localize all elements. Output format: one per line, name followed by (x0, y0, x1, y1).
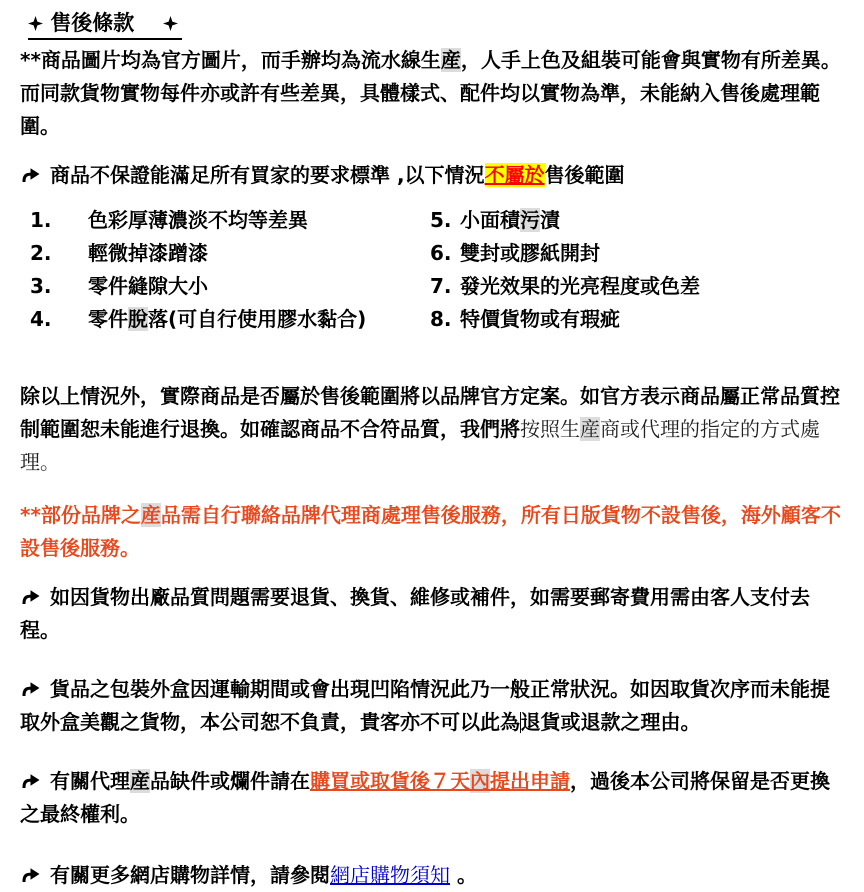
item-text: 發光效果的光亮程度或色差 (460, 274, 700, 298)
item-text: 零件縫隙大小 (88, 274, 208, 298)
list-item (430, 303, 846, 336)
list-item (30, 204, 430, 237)
item-number: 7. (430, 274, 452, 298)
substituted-char: 産 (130, 769, 150, 793)
item-text: 特價貨物或有瑕疵 (460, 307, 620, 331)
text-segment: **商品圖片均為官方圖片，而手辦均為流水線生 (20, 48, 441, 72)
list-item (30, 270, 430, 303)
item-number: 5. (430, 208, 452, 232)
item-number: 8. (430, 307, 452, 331)
exclusion-list (30, 204, 846, 336)
item-text: 輕微掉漆蹭漆 (88, 241, 208, 265)
packaging-paragraph (20, 673, 846, 739)
text-segment: ，人手上色及組裝可能會與實物有所差異。而同款貨物實物每件亦或許有些差異，具體樣式、配件均以實物為準，未能納入售後處理範圍。 (20, 48, 841, 138)
policy-paragraph (20, 380, 846, 479)
text-segment: ，過後本公司將保留是否更換之最終權利。 (20, 769, 830, 826)
item-text: 色彩厚薄濃淡不均等差異 (88, 208, 308, 232)
list-item (30, 303, 430, 336)
title-text: 售後條款 (50, 11, 135, 35)
item-number: 1. (30, 208, 52, 232)
deadline-phrase: 購買或取貨後７天內提出申請 (310, 769, 570, 793)
text-segment: 售後範圍 (544, 163, 625, 187)
arrow-icon (20, 773, 41, 789)
text-segment: 退貨或退款之理由。 (520, 710, 701, 734)
item-number: 6. (430, 241, 452, 265)
item-text: 小面積污漬 (460, 208, 560, 232)
text-segment: 品需自行聯絡品牌代理商處理售後服務，所有日版貨物不設售後，海外顧客不設售後服務。 (20, 503, 841, 560)
text-segment: 貨品之包裝外盒因運輸期間或會出現凹陷情況此乃一般正常狀況。如因取貨次序而未能提取外盒美觀之貨物，本公司恕不負責，貴客亦不可以此為 (20, 677, 830, 734)
star-icon (163, 16, 178, 31)
item-text: 雙封或膠紙開封 (460, 241, 600, 265)
item-number: 2. (30, 241, 52, 265)
item-number: 3. (30, 274, 52, 298)
text-segment: 品缺件或爛件請在 (150, 769, 310, 793)
intro-paragraph (20, 44, 846, 143)
more-info-paragraph (20, 859, 846, 892)
text-segment-light: 按照生産商或代理的指定的方式處理。 (20, 417, 820, 474)
arrow-icon (20, 167, 41, 183)
red-warning-paragraph (20, 499, 846, 565)
returns-paragraph (20, 581, 846, 647)
list-item (430, 204, 846, 237)
list-item (430, 237, 846, 270)
store-notes-link[interactable]: 網店購物須知 (330, 863, 450, 887)
item-text: 零件脫落(可自行使用膠水黏合) (88, 307, 367, 331)
star-icon (28, 16, 43, 31)
page-title (28, 10, 182, 40)
not-covered-notice (20, 159, 846, 192)
arrow-icon (20, 867, 41, 883)
text-segment: 商品不保證能滿足所有買家的要求標準 ,以下情況 (50, 163, 485, 187)
arrow-icon (20, 681, 41, 697)
defect-claim-paragraph (20, 765, 846, 831)
text-segment: **部份品牌之 (20, 503, 141, 527)
text-segment: 。 (450, 863, 477, 887)
arrow-icon (20, 589, 41, 605)
text-segment: 有關代理 (50, 769, 130, 793)
text-segment: 除以上情況外，實際商品是否屬於售後範圍將以品牌官方定案。如官方表示商品屬正常品質控制範圍恕未能進行退換。如確認商品不合符品質，我們將 (20, 384, 840, 441)
highlighted-phrase: 不屬於 (484, 163, 545, 187)
list-item (430, 270, 846, 303)
item-number: 4. (30, 307, 52, 331)
substituted-char: 産 (440, 48, 461, 72)
text-segment: 如因貨物出廠品質問題需要退貨、換貨、維修或補件，如需要郵寄費用需由客人支付去程。 (20, 585, 810, 642)
list-item (30, 237, 430, 270)
text-segment: 有關更多網店購物詳情，請參閱 (50, 863, 330, 887)
substituted-char: 産 (140, 503, 161, 527)
title-row (28, 10, 846, 40)
